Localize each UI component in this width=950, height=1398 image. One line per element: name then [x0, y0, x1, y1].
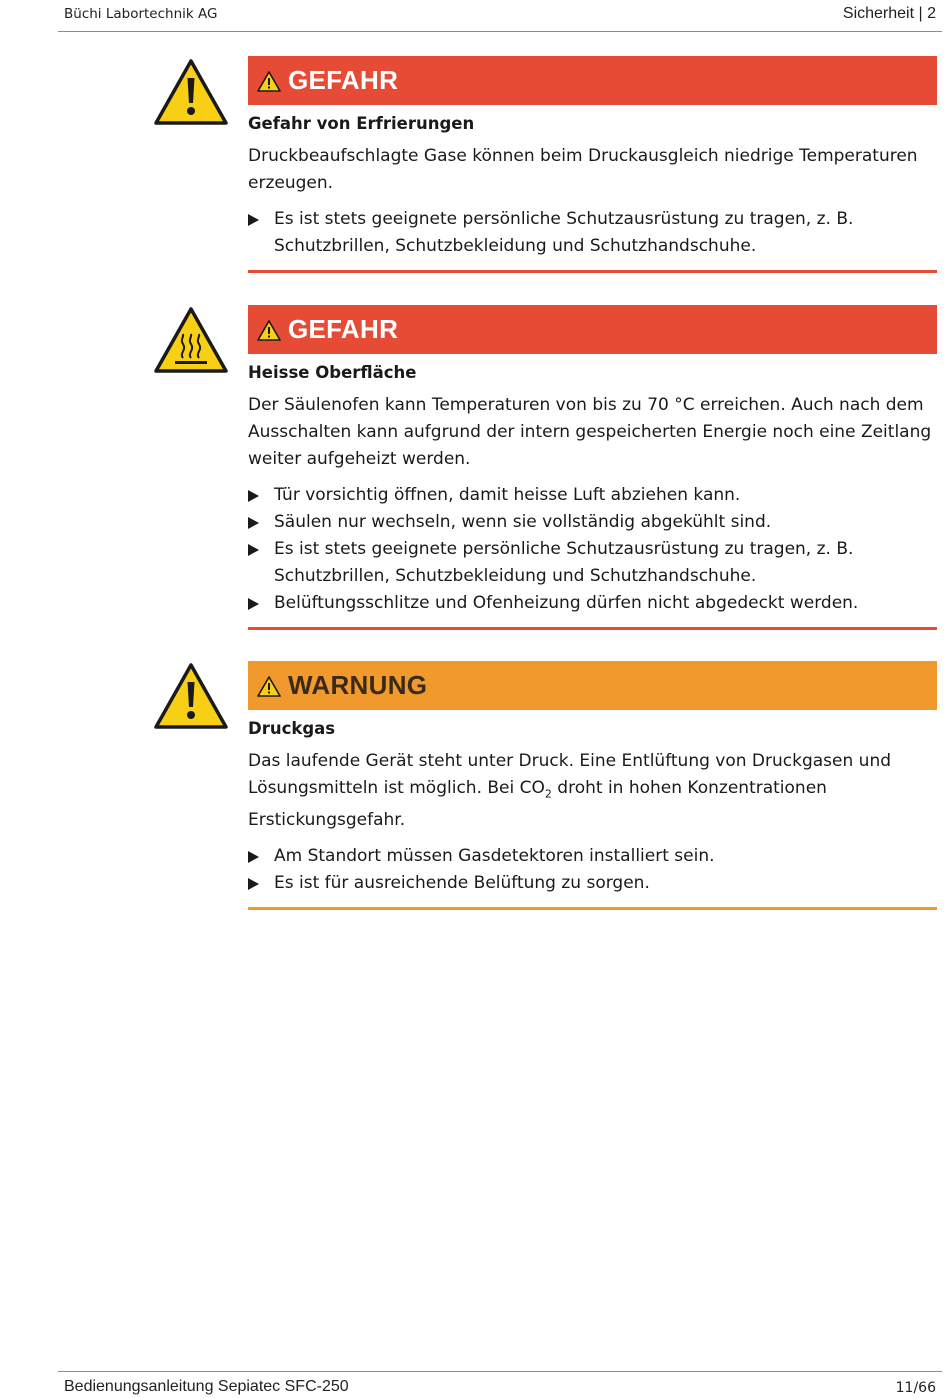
signal-word: GEFAHR: [288, 65, 399, 95]
signal-word: GEFAHR: [288, 314, 399, 344]
warning-triangle-icon: [257, 675, 281, 697]
page-header: [58, 0, 942, 32]
page-footer: [58, 1371, 942, 1398]
document-title: Bedienungsanleitung Sepiatec SFC-250: [64, 1378, 349, 1395]
bullet-arrow-icon: [248, 517, 259, 529]
notice-bottom-rule: [248, 907, 937, 910]
bullet-arrow-icon: [248, 490, 259, 502]
bullet-arrow-icon: [248, 544, 259, 556]
list-item: Es ist für ausreichende Belüftung zu sorgen.: [248, 870, 937, 897]
signal-word-bar: [248, 661, 937, 710]
warning-triangle-icon: [257, 319, 281, 341]
notice-title: Heisse Oberfläche: [248, 363, 417, 382]
list-item: Säulen nur wechseln, wenn sie vollständig abgekühlt sind.: [248, 509, 937, 536]
company-name: Büchi Labortechnik AG: [64, 6, 218, 22]
bullet-arrow-icon: [248, 598, 259, 610]
hot-surface-sign-icon: [153, 306, 229, 374]
bullet-arrow-icon: [248, 214, 259, 226]
signal-word-bar: [248, 56, 937, 105]
list-item: Tür vorsichtig öffnen, damit heisse Luft abziehen kann.: [248, 482, 937, 509]
safety-notice-hot-surface: [248, 305, 937, 630]
signal-word-bar: [248, 305, 937, 354]
list-item: Es ist stets geeignete persönliche Schutzausrüstung zu tragen, z. B. Schutzbrillen, Schutzbekleidung und Schutzhandschuhe.: [248, 536, 937, 590]
page-number: 11/66: [895, 1380, 936, 1396]
notice-description: Der Säulenofen kann Temperaturen von bis zu 70 °C erreichen. Auch nach dem Ausschalten kann aufgrund der intern gespeicherten Energie noch eine Zeitlang weiter aufgeheizt werden.: [248, 395, 932, 469]
notice-title: Druckgas: [248, 719, 336, 738]
section-title: Sicherheit | 2: [842, 5, 936, 22]
list-item: Am Standort müssen Gasdetektoren installiert sein.: [248, 843, 937, 870]
safety-notice-pressurized-gas: [248, 661, 937, 910]
notice-bottom-rule: [248, 627, 937, 630]
notice-description: Das laufende Gerät steht unter Druck. Eine Entlüftung von Druckgasen und Lösungsmitteln ist möglich. Bei $CO_2$ droht in hohen Konzentrationen Erstickungsgefahr.: [248, 751, 892, 831]
measures-list: [248, 206, 937, 260]
notice-bottom-rule: [248, 270, 937, 273]
measures-list: [248, 843, 937, 897]
general-warning-sign-icon: [153, 58, 229, 126]
list-item: Belüftungsschlitze und Ofenheizung dürfen nicht abgedeckt werden.: [248, 590, 937, 617]
notice-title: Gefahr von Erfrierungen: [248, 114, 475, 133]
general-warning-sign-icon: [153, 662, 229, 730]
bullet-arrow-icon: [248, 851, 259, 863]
notice-description: Druckbeaufschlagte Gase können beim Druckausgleich niedrige Temperaturen erzeugen.: [248, 146, 918, 193]
safety-notice-frostbite: [248, 56, 937, 273]
measures-list: [248, 482, 937, 617]
list-item: Es ist stets geeignete persönliche Schutzausrüstung zu tragen, z. B. Schutzbrillen, Schutzbekleidung und Schutzhandschuhe.: [248, 206, 937, 260]
bullet-arrow-icon: [248, 878, 259, 890]
warning-triangle-icon: [257, 70, 281, 92]
signal-word: WARNUNG: [288, 670, 428, 700]
